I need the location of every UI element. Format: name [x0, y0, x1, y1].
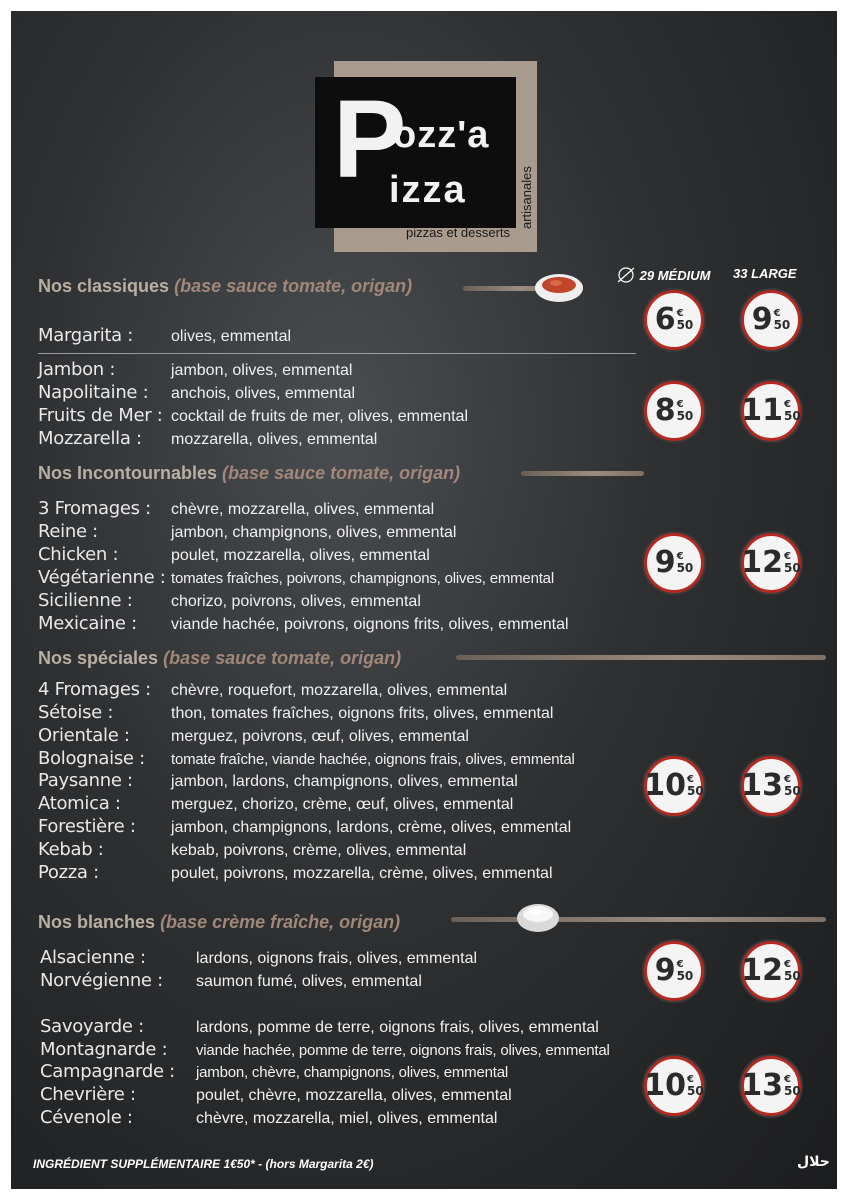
section-title-blanches: Nos blanches (base crème fraîche, origan): [38, 912, 401, 932]
price-badge-large: 9 € 50: [741, 290, 801, 350]
halal-label: حلال: [797, 1154, 830, 1170]
price-badge-large: 13 € 50: [741, 1056, 801, 1116]
logo-letter-p: P: [333, 78, 407, 201]
logo-ozz-text: ozz'a: [393, 114, 490, 156]
logo-vertical-text: artisanales: [519, 166, 534, 229]
section-rule: [451, 917, 826, 922]
size-large-label: 33 LARGE: [733, 266, 797, 281]
price-badge-medium: 10 € 50: [644, 1056, 704, 1116]
price-badge-medium: 8 € 50: [644, 381, 704, 441]
price-badge-medium: 9 € 50: [644, 941, 704, 1001]
logo-tagline: pizzas et desserts: [406, 225, 511, 240]
price-badge-large: 11 € 50: [741, 381, 801, 441]
price-badge-large: 13 € 50: [741, 756, 801, 816]
cream-bowl-icon: [516, 901, 560, 933]
section-title-incontournables: Nos Incontournables (base sauce tomate, origan): [38, 463, 461, 483]
section-title-speciales: Nos spéciales (base sauce tomate, origan): [38, 648, 402, 668]
tomato-sauce-bowl-icon: [534, 272, 584, 305]
price-badge-medium: 9 € 50: [644, 533, 704, 593]
price-badge-medium: 10 € 50: [644, 756, 704, 816]
price-badge-large: 12 € 50: [741, 941, 801, 1001]
price-badge-large: 12 € 50: [741, 533, 801, 593]
logo-izza-text: izza: [389, 169, 467, 211]
divider: [38, 353, 636, 354]
price-badge-medium: 6 € 50: [644, 290, 704, 350]
size-medium-label: 29 MÉDIUM: [616, 267, 710, 283]
section-rule: [521, 471, 644, 476]
section-rule: [456, 655, 826, 660]
section-title-classiques: Nos classiques (base sauce tomate, origan): [38, 276, 413, 296]
diameter-icon: [616, 267, 636, 283]
menu-page: P ozz'a izza pizzas et desserts artisanales 29 MÉDIUM 33 LARGE Nos classiques (base sauce tomate, origan) Margarita : olives, emmental Jambon : jambon, olives, emmental Napolitaine : anchois, olives, emmental Fruits de Mer : cocktail de fruits de mer, olives, emmental Mozzarella : mozzarella, olives, emmental 6 € 50 9 € 50 8 € 50 11 € 50 Nos Incontournables (base sauce tomate, origan) 3 Fromages : chèvre, mozzarella, olives, emmental Reine : jambon, champignons, olives, emmental Chicken : poulet, mozzarella, olives, emmental Végétarienne : tomates fraîches, poivrons, champignons, olives, emmental Sicilienne : chorizo, poivrons, olives, emmental Mexicaine : viande hachée, poivrons, oignons frits, olives, emmental 9 € 50 12 € 50 Nos spéciales (base sauce tomate, origan) 4 Fromages : chèvre, roquefort, mozzarella, olives, emmental Sétoise : thon, tomates fraîches, oignons frits, olives, emmental Orientale : merguez, poivrons, œuf, olives, emmental Bolognaise : tomate fraîche, viande hachée, oignons frais, olives, emmental Paysanne : jambon, lardons, champignons, olives, emmental Atomica : merguez, chorizo, crème, œuf, olives, emmental Forestière : jambon, champignons, lardons, crème, olives, emmental Kebab : kebab, poivrons, crème, olives, emmental Pozza : poulet, poivrons, mozzarella, crème, olives, emmental 10 € 50 13 € 50 Nos blanches (base crème fraîche, origan) Alsacienne : lardons, oignons frais, olives, emmental Norvégienne : saumon fumé, olives, emmental Savoyarde : lardons, pomme de terre, oignons frais, olives, emmental Montagnarde : viande hachée, pomme de terre, oignons frais, olives, emmental Campagnarde : jambon, chèvre, champignons, olives, emmental Chevrière : poulet, chèvre, mozzarella, olives, emmental Cévenole : chèvre, mozzarella, miel, olives, emmental 9 € 50 12 € 50 10 € 50 13 € 50 INGRÉDIENT SUPPLÉMENTAIRE 1€50* - (hors Margarita 2€) حلال: [11, 11, 837, 1189]
supplement-note: INGRÉDIENT SUPPLÉMENTAIRE 1€50* - (hors Margarita 2€): [33, 1157, 374, 1171]
